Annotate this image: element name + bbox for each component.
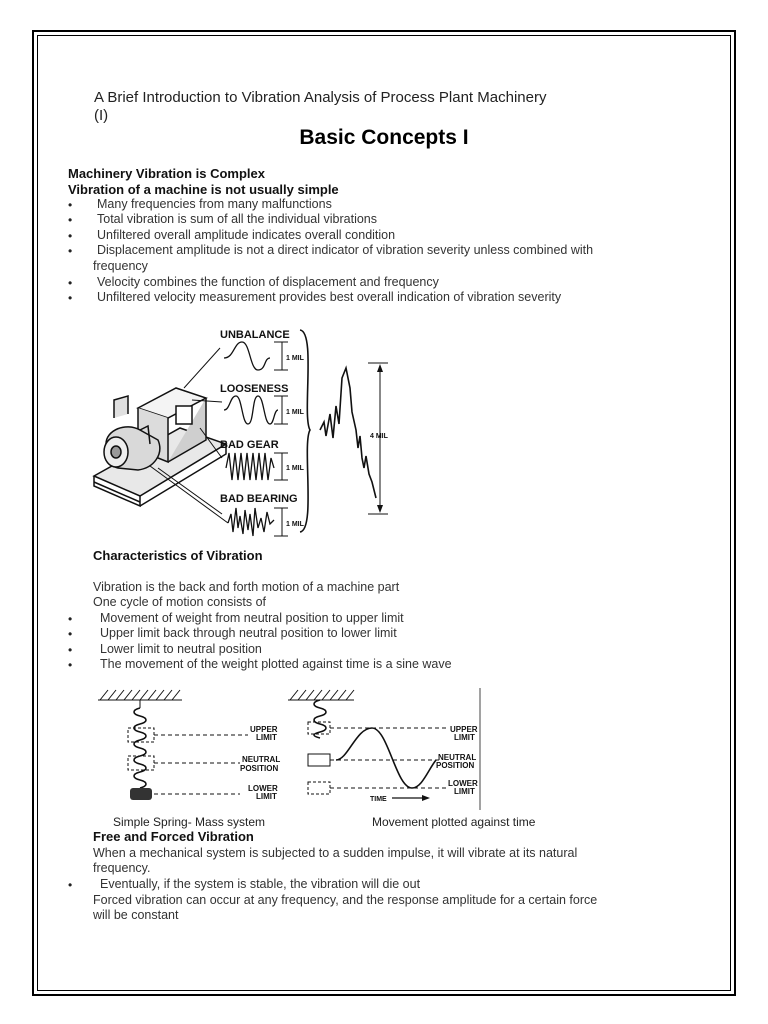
caption-movement: Movement plotted against time bbox=[372, 815, 536, 829]
total-amplitude-label: 4 MIL bbox=[370, 433, 388, 440]
list-item: Movement of weight from neutral position to upper limit bbox=[100, 611, 404, 625]
section-heading-complex: Machinery Vibration is Complex bbox=[68, 166, 265, 181]
upper-label: LIMIT bbox=[454, 733, 475, 742]
upper-label: LIMIT bbox=[256, 733, 277, 742]
list-item: The movement of the weight plotted against time is a sine wave bbox=[100, 657, 452, 671]
unbalance-label: UNBALANCE bbox=[220, 329, 290, 341]
mass-left bbox=[130, 788, 152, 800]
left-guide-lines bbox=[154, 735, 248, 794]
neutral-label: POSITION bbox=[436, 761, 475, 770]
bullet-dot: • bbox=[68, 658, 73, 672]
paragraph: When a mechanical system is subjected to a sudden impulse, it will vibrate at its natural bbox=[93, 846, 578, 860]
document-title-line2: (I) bbox=[94, 107, 109, 124]
lower-label: LOWER bbox=[248, 784, 278, 793]
caption-spring-mass: Simple Spring- Mass system bbox=[113, 815, 266, 829]
list-item: Unfiltered overall amplitude indicates overall condition bbox=[97, 228, 396, 242]
mass-right bbox=[308, 754, 330, 766]
spring-mass-figure bbox=[92, 684, 492, 812]
bad-bearing-label: BAD BEARING bbox=[220, 493, 298, 505]
neutral-label: NEUTRAL bbox=[438, 753, 477, 762]
time-arrow-head bbox=[422, 795, 430, 801]
ceiling-hatch-right bbox=[288, 690, 354, 700]
combined-waveform bbox=[320, 368, 376, 498]
neutral-label: NEUTRAL bbox=[242, 755, 281, 764]
list-item: Velocity combines the function of displacement and frequency bbox=[97, 275, 439, 289]
amplitude-label: 1 MIL bbox=[286, 409, 304, 416]
bullet-dot: • bbox=[68, 291, 73, 305]
bullet-dot: • bbox=[68, 612, 73, 626]
list-item: Unfiltered velocity measurement provides best overall indication of vibration severity bbox=[97, 290, 562, 304]
upper-label: UPPER bbox=[250, 725, 278, 734]
ceiling-hatch-left bbox=[98, 690, 182, 700]
paragraph: frequency. bbox=[93, 861, 151, 875]
bullet-dot: • bbox=[68, 229, 73, 243]
bad-gear-label: BAD GEAR bbox=[220, 439, 279, 451]
amplitude-label: 1 MIL bbox=[286, 521, 304, 528]
machine-illustration bbox=[94, 388, 226, 506]
paragraph: Vibration is the back and forth motion of a machine part bbox=[93, 580, 400, 594]
sine-wave bbox=[336, 728, 436, 788]
neutral-label: POSITION bbox=[240, 764, 279, 773]
list-item: Eventually, if the system is stable, the vibration will die out bbox=[100, 877, 421, 891]
list-item: Lower limit to neutral position bbox=[100, 642, 262, 656]
lower-position-box bbox=[308, 782, 330, 794]
upper-label: UPPER bbox=[450, 725, 478, 734]
bullet-dot: • bbox=[68, 878, 73, 892]
bullet-dot: • bbox=[68, 643, 73, 657]
bullet-dot: • bbox=[68, 213, 73, 227]
section-heading-characteristics: Characteristics of Vibration bbox=[93, 548, 263, 563]
list-item: Many frequencies from many malfunctions bbox=[97, 197, 332, 211]
list-item: Upper limit back through neutral position to lower limit bbox=[100, 626, 397, 640]
machine-vibration-figure bbox=[88, 318, 408, 540]
document-title-line1: A Brief Introduction to Vibration Analysis of Process Plant Machinery bbox=[94, 89, 547, 106]
lower-label: LIMIT bbox=[454, 787, 475, 796]
bullet-dot: • bbox=[68, 276, 73, 290]
page-title: Basic Concepts I bbox=[299, 126, 469, 149]
paragraph: will be constant bbox=[93, 908, 179, 922]
paragraph: Forced vibration can occur at any frequency, and the response amplitude for a certain force bbox=[93, 893, 598, 907]
bullet-dot: • bbox=[68, 198, 73, 212]
right-guide-lines bbox=[330, 728, 448, 788]
lower-label: LOWER bbox=[448, 779, 478, 788]
bullet-dot: • bbox=[68, 627, 73, 641]
list-item: Total vibration is sum of all the individual vibrations bbox=[97, 212, 377, 226]
section-subheading: Vibration of a machine is not usually simple bbox=[68, 182, 339, 197]
neutral-position-box bbox=[128, 756, 154, 770]
lower-label: LIMIT bbox=[256, 792, 277, 801]
looseness-label: LOOSENESS bbox=[220, 383, 289, 395]
amplitude-label: 1 MIL bbox=[286, 355, 304, 362]
document-title bbox=[94, 89, 546, 125]
time-label: TIME bbox=[370, 796, 387, 803]
bullet-dot: • bbox=[68, 244, 73, 258]
amplitude-label: 1 MIL bbox=[286, 465, 304, 472]
list-item-continuation: frequency bbox=[93, 259, 148, 273]
list-item: Displacement amplitude is not a direct indicator of vibration severity unless combined with bbox=[97, 243, 594, 257]
spring-right bbox=[314, 700, 326, 738]
paragraph: One cycle of motion consists of bbox=[93, 595, 266, 609]
spring-left bbox=[134, 708, 146, 788]
section-heading-free-forced: Free and Forced Vibration bbox=[93, 829, 254, 844]
